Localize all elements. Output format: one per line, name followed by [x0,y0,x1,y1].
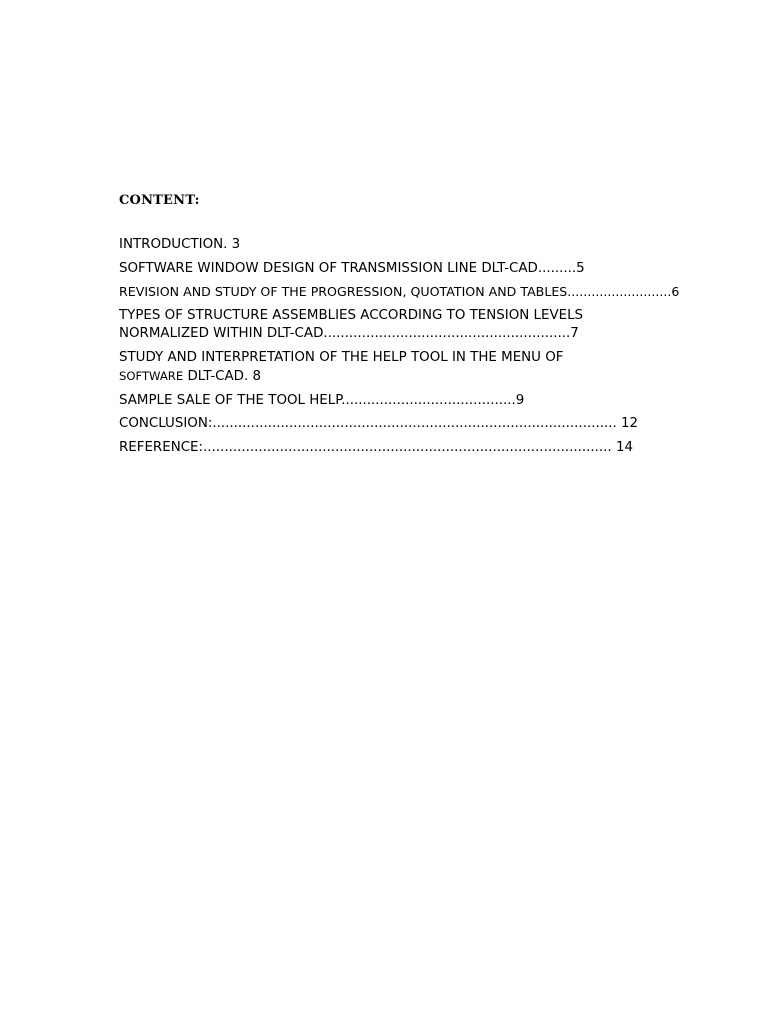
toc-entry-page: 12 [621,416,639,431]
toc-entry-study-help-tool[interactable] [119,349,719,387]
toc-entry-revision-and-study[interactable] [119,283,719,302]
toc-entry-page: 7 [570,326,579,341]
toc-entry-leader: . [243,369,249,384]
toc-entry-leader: .......................... [567,284,672,299]
toc-entry-title-line2-smallcaps: SOFTWARE [119,369,184,383]
toc-entry-title-line1: STUDY AND INTERPRETATION OF THE HELP TOOL IN THE MENU OF [119,349,564,365]
toc-entry-page: 14 [615,439,633,455]
toc-entry-sample-sale[interactable] [119,392,719,411]
table-of-contents [119,236,719,457]
toc-entry-leader: ............................................................................................... [212,416,617,431]
toc-entry-conclusion[interactable] [119,415,719,434]
toc-entry-page: 3 [231,237,241,252]
toc-entry-title-line2: DLT-CAD [183,369,244,384]
toc-heading: CONTENT: [119,193,200,208]
toc-entry-page: 9 [515,392,525,408]
toc-entry-page: 6 [671,284,680,299]
toc-entry-software-window-design[interactable] [119,260,719,279]
toc-entry-leader: ................................................................................................ [203,439,612,455]
toc-entry-title-line2: NORMALIZED WITHIN DLT-CAD [119,326,324,341]
toc-entry-reference[interactable] [119,439,719,458]
toc-entry-introduction[interactable] [119,236,719,255]
toc-entry-types-of-structure-assemblies[interactable] [119,307,719,344]
toc-entry-title: SAMPLE SALE OF THE TOOL HELP [119,392,342,408]
toc-entry-leader: . [223,237,228,252]
toc-entry-leader: ......................................... [341,392,516,408]
toc-entry-title: CONCLUSION: [119,416,213,431]
toc-entry-leader: ......... [537,260,577,276]
toc-entry-title: REFERENCE: [119,439,204,455]
toc-entry-leader: .......................................................... [323,326,571,341]
toc-entry-title: INTRODUCTION [119,237,224,252]
toc-entry-title: REVISION AND STUDY OF THE PROGRESSION, QUOTATION AND TABLES [119,284,568,299]
toc-entry-page: 8 [252,369,262,384]
toc-entry-title-line1: TYPES OF STRUCTURE ASSEMBLIES ACCORDING TO TENSION LEVELS [119,307,584,323]
toc-entry-page: 5 [576,260,585,276]
toc-entry-title: SOFTWARE WINDOW DESIGN OF TRANSMISSION LINE DLT-CAD [119,260,538,276]
